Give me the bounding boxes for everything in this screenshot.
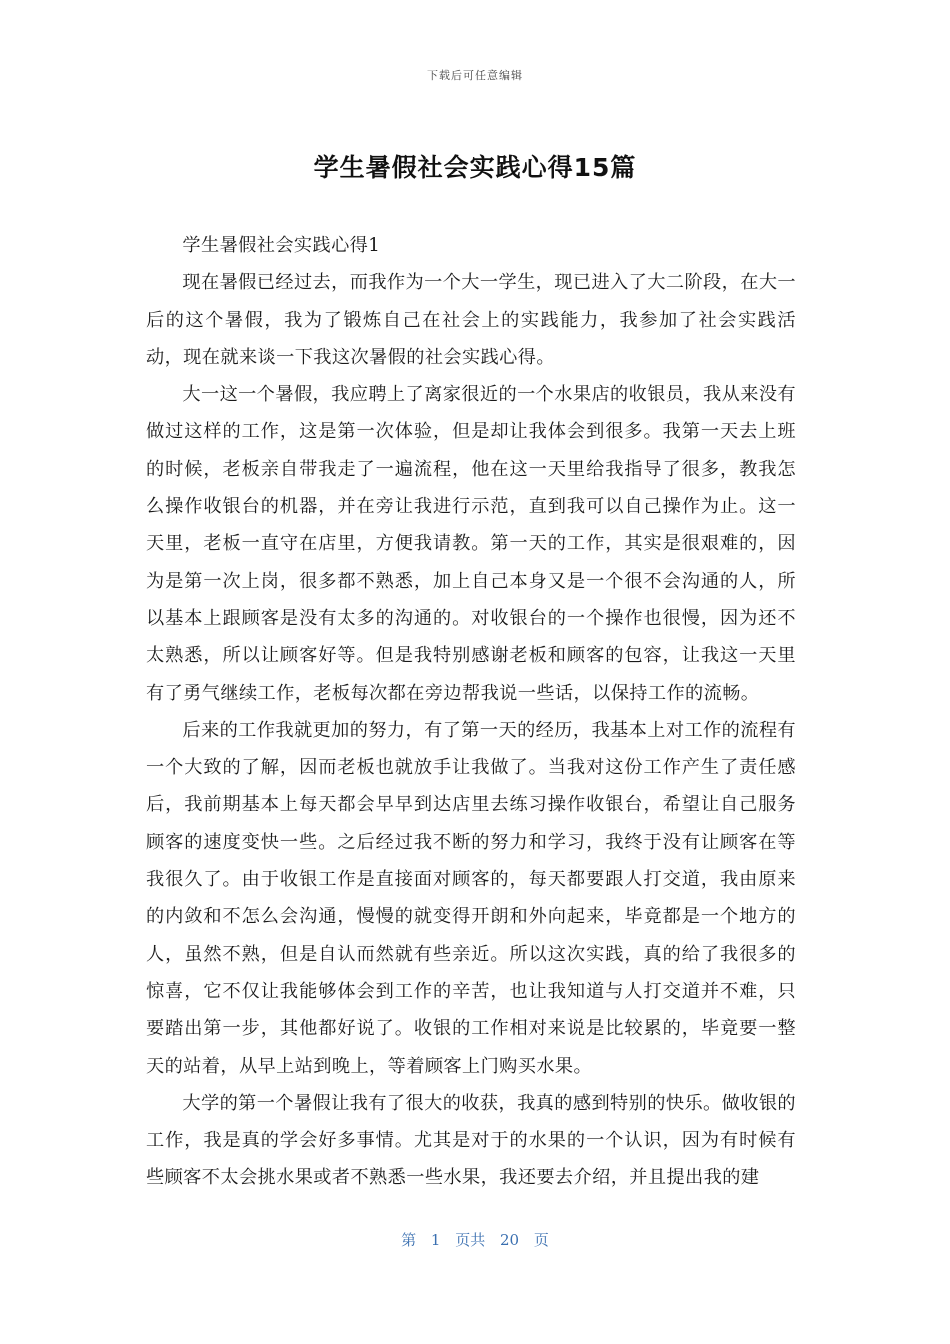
document-body [146,227,796,1197]
footer-suffix: 页 [533,1231,549,1249]
paragraph: 现在暑假已经过去，而我作为一个大一学生，现已进入了大二阶段，在大一后的这个暑假，我为了锻炼自己在社会上的实践能力，我参加了社会实践活动，现在就来谈一下我这次暑假的社会实践心得。 [146,272,796,368]
paragraph: 大一这一个暑假，我应聘上了离家很近的一个水果店的收银员，我从来没有做过这样的工作，这是第一次体验，但是却让我体会到很多。我第一天去上班的时候，老板亲自带我走了一遍流程，他在这一天里给我指导了很多，教我怎么操作收银台的机器，并在旁让我进行示范，直到我可以自己操作为止。这一天里，老板一直守在店里，方便我请教。第一天的工作，其实是很艰难的，因为是第一次上岗，很多都不熟悉，加上自己本身又是一个很不会沟通的人，所以基本上跟顾客是没有太多的沟通的。对收银台的一个操作也很慢，因为还不太熟悉，所以让顾客好等。但是我特别感谢老板和顾客的包容，让我这一天里有了勇气继续工作，老板每次都在旁边帮我说一些话，以保持工作的流畅。 [146,384,796,704]
footer-middle: 页共 [455,1231,486,1249]
paragraph: 大学的第一个暑假让我有了很大的收获，我真的感到特别的快乐。做收银的工作，我是真的学会好多事情。尤其是对于的水果的一个认识，因为有时候有些顾客不太会挑水果或者不熟悉一些水果，我还要去介绍，并且提出我的建 [146,1092,796,1189]
header-note: 下载后可任意编辑 [427,69,523,82]
total-page-count: 20 [500,1231,520,1249]
current-page-number: 1 [430,1231,441,1249]
footer-prefix: 第 [401,1231,417,1249]
page-footer [0,1229,950,1250]
document-title: 学生暑假社会实践心得15篇 [313,153,637,182]
paragraph: 后来的工作我就更加的努力，有了第一天的经历，我基本上对工作的流程有一个大致的了解，因而老板也就放手让我做了。当我对这份工作产生了责任感后，我前期基本上每天都会早早到达店里去练习操作收银台，希望让自己服务顾客的速度变快一些。之后经过我不断的努力和学习，我终于没有让顾客在等我很久了。由于收银工作是直接面对顾客的，每天都要跟人打交道，我由原来的内敛和不怎么会沟通，慢慢的就变得开朗和外向起来，毕竟都是一个地方的人，虽然不熟，但是自认而然就有些亲近。所以这次实践，真的给了我很多的惊喜，它不仅让我能够体会到工作的辛苦，也让我知道与人打交道并不难，只要踏出第一步，其他都好说了。收银的工作相对来说是比较累的，毕竟要一整天的站着，从早上站到晚上，等着顾客上门购买水果。 [146,719,796,1077]
section-heading: 学生暑假社会实践心得1 [182,235,381,256]
